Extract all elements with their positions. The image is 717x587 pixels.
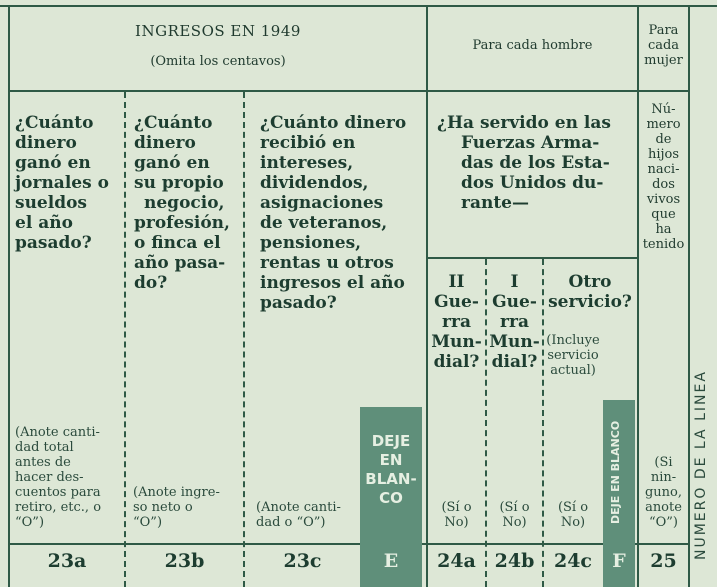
code-25: 25 (650, 550, 677, 572)
header-divider (8, 90, 688, 92)
line-number-label: NUMERO DE LA LINEA (693, 370, 709, 560)
divider-23a-23b (124, 92, 126, 587)
note-24a: (Sí o No) (441, 500, 472, 530)
code-23c: 23c (283, 550, 322, 572)
top-border (0, 5, 717, 7)
code-24b: 24b (494, 550, 535, 572)
question-24c: Otro servicio? (548, 272, 632, 312)
note-25: (Si nin- guno, anote “O”) (644, 455, 683, 530)
question-24a: II Gue- rra Mun- dial? (431, 272, 482, 372)
income-title: INGRESOS EN 1949 (135, 22, 301, 40)
code-24c: 24c (553, 550, 592, 572)
question-23c: ¿Cuánto dinero recibió en intereses, dividendos, asignaciones de veteranos, pensiones, rentas u otros ingresos el año pasado? (260, 113, 407, 313)
note-23b: (Anote ingre- so neto o “O”) (133, 485, 220, 530)
sub-divider-24 (427, 257, 637, 259)
code-23b: 23b (164, 550, 205, 572)
question-25: Nú- mero de hijos naci- dos vivos que ha tenido (642, 102, 685, 252)
question-24: ¿Ha servido en las Fuerzas Arma- das de los Esta- dos Unidos du- rante— (437, 113, 611, 213)
divider-23b-23c (243, 92, 245, 587)
code-24a: 24a (437, 550, 476, 572)
question-24b: I Gue- rra Mun- dial? (489, 272, 540, 372)
left-border (8, 5, 10, 587)
question-23a: ¿Cuánto dinero ganó en jornales o sueldos el año pasado? (15, 113, 109, 253)
code-e: E (383, 550, 399, 572)
code-23a: 23a (47, 550, 87, 572)
note-24c: (Sí o No) (557, 500, 589, 530)
income-subtitle: (Omita los centavos) (150, 54, 286, 69)
each-woman-header: Para cada mujer (644, 23, 683, 68)
note-23a: (Anote canti- dad total antes de hacer des- cuentos para retiro, etc., o “O”) (15, 425, 102, 530)
bottom-row-top (8, 543, 688, 545)
subnote-24c: (Incluye servicio actual) (546, 333, 600, 378)
leave-blank-text-e: DEJE EN BLAN- CO (365, 432, 417, 507)
woman-right-border (688, 5, 690, 587)
each-man-header: Para cada hombre (472, 38, 593, 53)
leave-blank-text-f: DEJE EN BLANCO (609, 420, 622, 525)
note-23c: (Anote canti- dad o “O”) (256, 500, 341, 530)
note-24b: (Sí o No) (499, 500, 530, 530)
code-f: F (612, 550, 626, 572)
question-23b: ¿Cuánto dinero ganó en su propio negocio, profesión, o finca el año pasa- do? (134, 113, 230, 293)
